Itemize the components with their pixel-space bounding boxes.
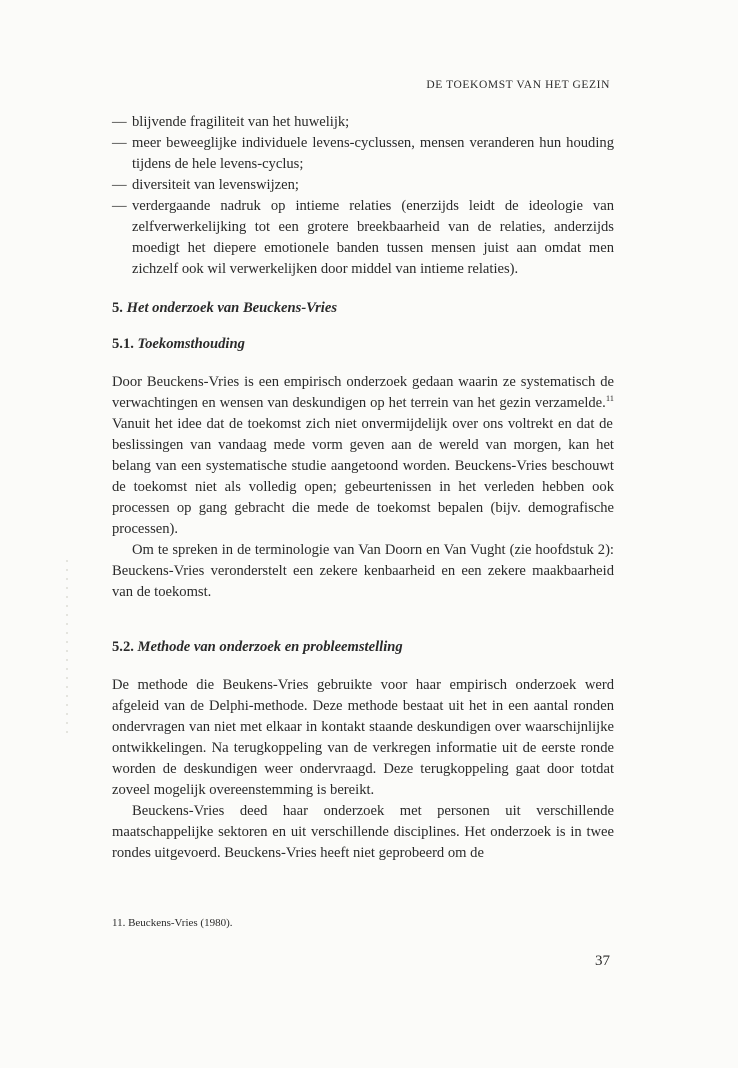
section-title: Toekomsthouding bbox=[137, 336, 245, 352]
paragraph-1-text-b: Vanuit het idee dat de toekomst zich niet onvermijdelijk over ons voltrekt en dat de beslissingen van vandaag mede vorm geven aan de wereld van morgen, kan het belang van een systematische studie aangetoond worden. Beuckens-Vries beschouwt de toekomst niet als volledig open; gebeurtenissen in het verleden hebben ook processen op gang gebracht die mede de toekomst bepalen (bijv. demografische processen). bbox=[112, 416, 614, 537]
page-number: 37 bbox=[595, 953, 610, 969]
dash-marker: — bbox=[112, 114, 127, 130]
list-item bbox=[112, 112, 614, 133]
paragraph-1-text-a: Door Beuckens-Vries is een empirisch onderzoek gedaan waarin ze systematisch de verwachtingen en wensen van deskundigen op het terrein van het gezin verzamelde. bbox=[112, 374, 614, 411]
paragraph-4: Beuckens-Vries deed haar onderzoek met personen uit verschillende maatschappelijke sektoren en uit verschillende disciplines. Het onderzoek is in twee rondes uitgevoerd. Beuckens-Vries heeft niet geprobeerd om de bbox=[112, 803, 614, 861]
page-body bbox=[112, 112, 614, 864]
paragraph-1 bbox=[112, 372, 614, 540]
section-heading-5-1 bbox=[112, 334, 614, 355]
list-item bbox=[112, 175, 614, 196]
list-item-text: diversiteit van levenswijzen; bbox=[132, 177, 299, 193]
section-heading-5 bbox=[112, 298, 614, 319]
dash-marker: — bbox=[112, 135, 127, 151]
dash-marker: — bbox=[112, 177, 127, 193]
section-heading-5-2 bbox=[112, 637, 614, 658]
section-number: 5.1. bbox=[112, 336, 134, 352]
running-head: DE TOEKOMST VAN HET GEZIN bbox=[426, 79, 610, 91]
list-item bbox=[112, 196, 614, 280]
section-number: 5.2. bbox=[112, 639, 134, 655]
paragraph-3: De methode die Beukens-Vries gebruikte voor haar empirisch onderzoek werd afgeleid van de Delphi-methode. Deze methode bestaat uit het in een aantal ronden ondervragen van niet met elkaar in kontakt staande deskundigen over waarschijnlijke ontwikkelingen. Na terugkoppeling van de verkregen informatie uit de eerste ronde worden de deskundigen weer ondervraagd. Deze terugkoppeling gaat door totdat zoveel mogelijk overeenstemming is bereikt. bbox=[112, 677, 614, 798]
trend-list bbox=[112, 112, 614, 280]
dash-marker: — bbox=[112, 198, 127, 214]
list-item-text: meer beweeglijke individuele levens-cyclussen, mensen veranderen hun houding tijdens de hele levens-cyclus; bbox=[132, 135, 614, 172]
paragraph-2: Om te spreken in de terminologie van Van Doorn en Van Vught (zie hoofdstuk 2): Beuckens-Vries veronderstelt een zekere kenbaarheid en een zekere maakbaarheid van de toekomst. bbox=[112, 542, 614, 600]
list-item bbox=[112, 133, 614, 175]
section-title: Het onderzoek van Beuckens-Vries bbox=[126, 300, 337, 316]
list-item-text: blijvende fragiliteit van het huwelijk; bbox=[132, 114, 350, 130]
section-number: 5. bbox=[112, 300, 123, 316]
binding-shadow bbox=[66, 560, 68, 740]
section-title: Methode van onderzoek en probleemstelling bbox=[137, 639, 403, 655]
footnote-reference: 11 bbox=[605, 393, 614, 404]
footnote: 11. Beuckens-Vries (1980). bbox=[112, 917, 233, 929]
list-item-text: verdergaande nadruk op intieme relaties (enerzijds leidt de ideologie van zelfverwerkelijking tot een grotere breekbaarheid van de relaties, anderzijds moedigt het diepere emotionele banden tussen mensen juist aan omdat men zichzelf ook wil verwerkelijken door middel van intieme relaties). bbox=[132, 198, 614, 277]
